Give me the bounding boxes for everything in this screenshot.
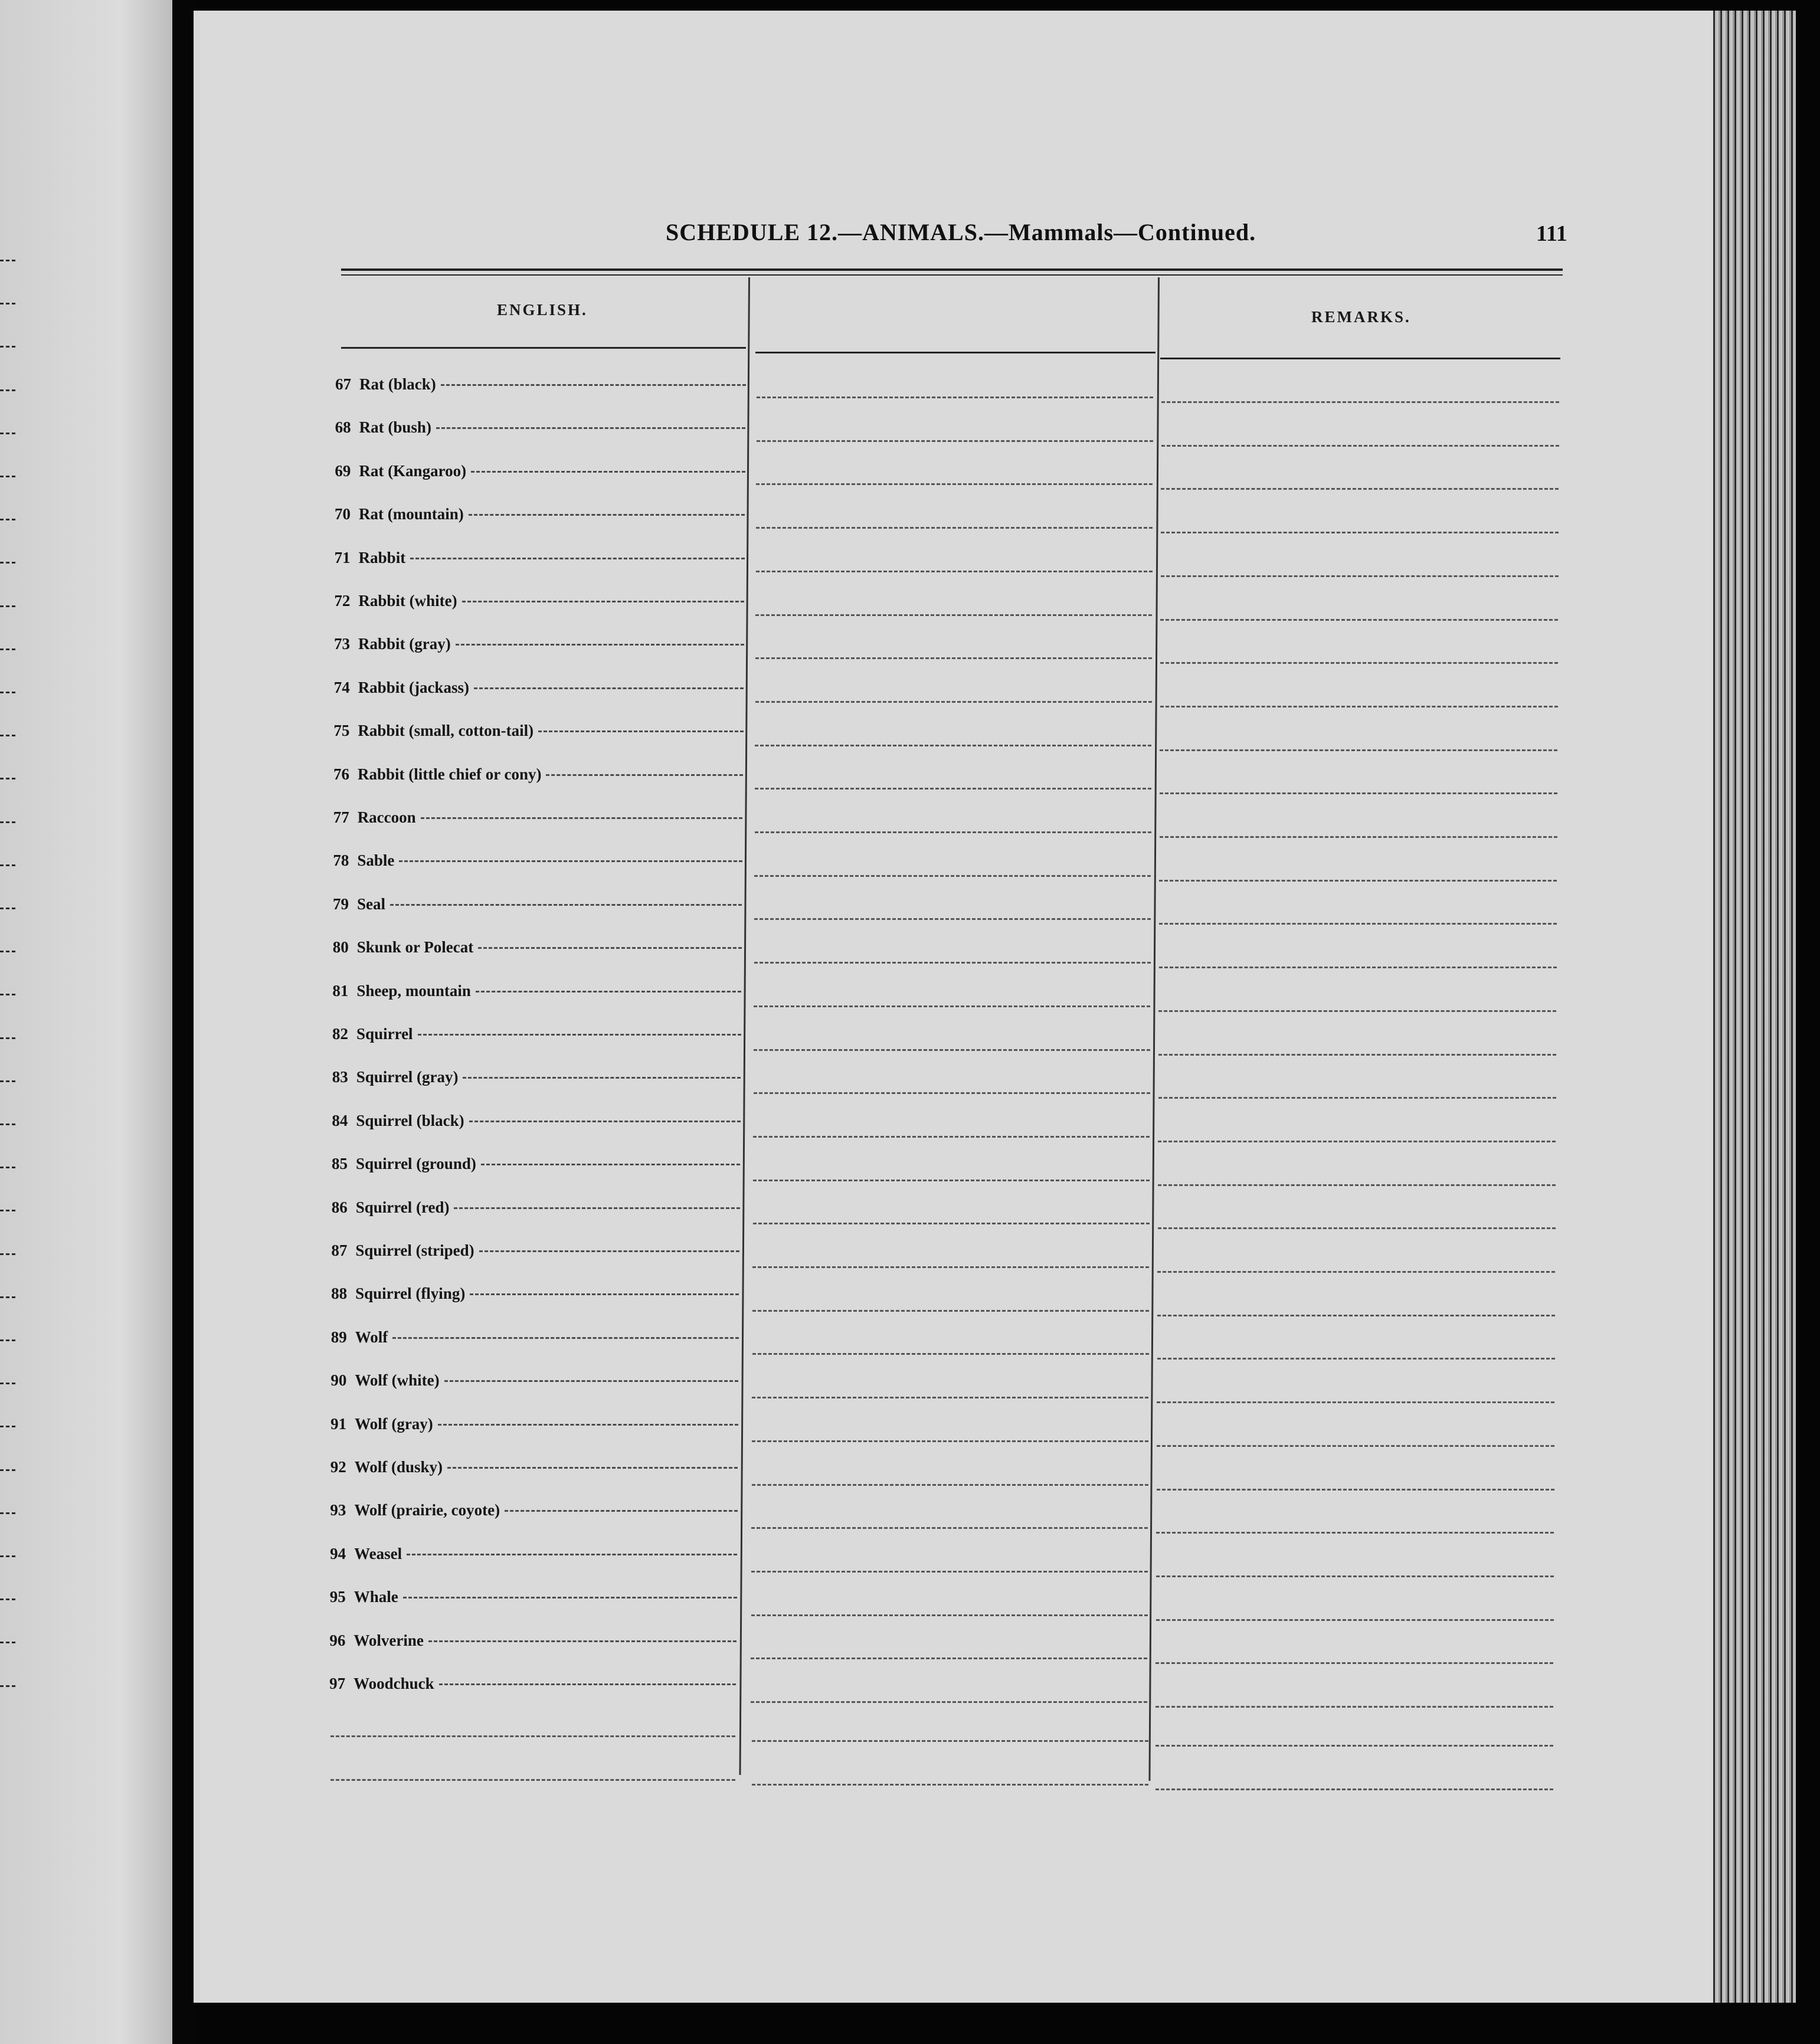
facing-page-tick — [0, 433, 15, 434]
entry-number: 90 — [330, 1371, 347, 1390]
middle-column-rule — [753, 1136, 1150, 1138]
middle-column-rule — [756, 571, 1153, 572]
remarks-heading-underline — [1160, 358, 1560, 359]
blank-remarks-rule — [1155, 1788, 1553, 1790]
leader-dots — [463, 1077, 741, 1079]
facing-page-tick — [0, 1555, 15, 1557]
blank-english-rule — [330, 1735, 735, 1737]
table-row — [332, 1025, 741, 1043]
english-heading-underline — [341, 347, 746, 349]
table-row — [329, 1632, 736, 1650]
remarks-column-rule — [1156, 1532, 1554, 1534]
entry-name: Rat (bush) — [359, 418, 431, 437]
remarks-column-rule — [1156, 1575, 1554, 1577]
entry-name: Squirrel — [356, 1025, 413, 1043]
remarks-column-rule — [1159, 923, 1557, 925]
remarks-column-rule — [1160, 619, 1558, 621]
leader-dots — [403, 1597, 737, 1598]
table-row — [330, 1458, 738, 1476]
entry-number: 85 — [332, 1155, 348, 1173]
entry-name: Wolf — [355, 1328, 388, 1346]
table-row — [332, 1198, 740, 1217]
entry-number: 91 — [330, 1414, 347, 1433]
facing-page-tick — [0, 346, 15, 348]
remarks-column-rule — [1160, 749, 1557, 751]
entry-number: 71 — [334, 548, 351, 566]
middle-column-rule — [756, 527, 1153, 529]
facing-page-tick — [0, 1253, 15, 1255]
entry-name: Squirrel (ground) — [356, 1155, 476, 1173]
remarks-column-rule — [1158, 1010, 1556, 1012]
entry-name: Wolf (white) — [355, 1371, 440, 1390]
facing-page-tick — [0, 951, 15, 952]
entry-name: Sable — [357, 851, 395, 870]
table-row — [331, 1242, 739, 1260]
entry-name: Squirrel (flying) — [355, 1285, 466, 1303]
entry-number: 78 — [333, 851, 349, 870]
book-gutter — [172, 0, 194, 2044]
table-row — [335, 505, 745, 523]
leader-dots — [478, 947, 742, 949]
remarks-column-rule — [1157, 1315, 1555, 1316]
table-row — [331, 1285, 739, 1303]
entry-number: 72 — [334, 592, 351, 610]
table-row — [330, 1545, 737, 1563]
table-row — [330, 1588, 737, 1606]
table-row — [331, 1328, 739, 1347]
middle-column-rule — [755, 701, 1152, 703]
remarks-column-rule — [1156, 1619, 1554, 1621]
facing-page-tick — [0, 562, 15, 564]
remarks-column-rule — [1158, 1227, 1556, 1229]
facing-page-tick — [0, 1080, 15, 1082]
facing-page-tick — [0, 1383, 15, 1384]
table-row — [333, 851, 742, 870]
page-stack-edge — [1713, 11, 1796, 2003]
remarks-column-rule — [1155, 1662, 1553, 1664]
table-row — [332, 1068, 741, 1086]
entry-number: 67 — [335, 375, 351, 393]
facing-page-tick — [0, 303, 15, 304]
entry-number: 79 — [333, 895, 349, 913]
remarks-column-rule — [1161, 532, 1559, 533]
entry-name: Weasel — [354, 1544, 402, 1563]
facing-page-tick — [0, 260, 15, 261]
entry-number: 74 — [333, 678, 350, 696]
leader-dots — [479, 1250, 739, 1252]
table-row — [329, 1675, 736, 1693]
entry-name: Sheep, mountain — [356, 981, 471, 1000]
blank-remarks-rule — [1155, 1745, 1553, 1747]
remarks-column-rule — [1157, 1358, 1555, 1360]
middle-column-rule — [752, 1484, 1148, 1486]
table-row — [334, 679, 744, 697]
facing-page-tick — [0, 1339, 15, 1341]
remarks-column-rule — [1160, 706, 1558, 707]
entry-number: 86 — [331, 1198, 348, 1216]
entry-name: Rabbit (white) — [358, 592, 457, 610]
middle-column-rule — [752, 1310, 1149, 1312]
middle-column-rule — [752, 1353, 1149, 1355]
entry-number: 75 — [333, 722, 350, 740]
middle-column-rule — [755, 788, 1151, 790]
entry-name: Rat (mountain) — [359, 505, 464, 523]
remarks-column-rule — [1160, 792, 1557, 794]
leader-dots — [390, 904, 742, 906]
middle-column-rule — [751, 1571, 1148, 1573]
table-row — [333, 722, 743, 740]
middle-column-rule — [754, 1005, 1150, 1007]
leader-dots — [481, 1164, 740, 1165]
remarks-column-rule — [1157, 1489, 1554, 1491]
entry-name: Squirrel (gray) — [356, 1068, 459, 1086]
middle-column-rule — [757, 397, 1153, 398]
entry-name: Seal — [357, 895, 386, 913]
facing-page-tick — [0, 1123, 15, 1125]
leader-dots — [505, 1510, 738, 1512]
middle-column-rule — [752, 1440, 1148, 1442]
facing-page-tick — [0, 1598, 15, 1600]
middle-column-rule — [751, 1614, 1148, 1616]
leader-dots — [410, 558, 745, 559]
middle-column-rule — [754, 1049, 1150, 1051]
remarks-column-rule — [1158, 1097, 1556, 1099]
facing-page-tick — [0, 476, 15, 477]
facing-page-tick — [0, 648, 15, 650]
leader-dots — [476, 991, 741, 992]
leader-dots — [399, 860, 742, 862]
middle-column-rule — [754, 875, 1151, 877]
table-row — [333, 765, 743, 784]
entry-name: Squirrel (black) — [356, 1111, 464, 1129]
table-row — [335, 549, 745, 567]
entry-name: Rat (black) — [359, 375, 436, 393]
facing-page-tick — [0, 1426, 15, 1427]
leader-dots — [462, 601, 745, 602]
entry-name: Skunk or Polecat — [356, 938, 474, 957]
leader-dots — [436, 427, 745, 429]
entry-number: 92 — [330, 1458, 346, 1476]
remarks-column-rule — [1158, 1054, 1556, 1056]
entry-number: 69 — [335, 461, 351, 480]
facing-page-tick — [0, 519, 15, 520]
entry-number: 84 — [332, 1111, 348, 1129]
entry-number: 76 — [333, 765, 350, 783]
leader-dots — [421, 817, 743, 819]
entry-name: Whale — [353, 1588, 398, 1606]
blank-english-rule — [330, 1779, 735, 1781]
entry-number: 97 — [329, 1675, 346, 1692]
table-row — [334, 635, 744, 653]
middle-column-rule — [755, 831, 1151, 833]
table-row — [330, 1501, 737, 1519]
leader-dots — [454, 1207, 739, 1209]
middle-column-rule — [753, 1180, 1150, 1181]
remarks-column-rule — [1159, 880, 1557, 882]
blank-middle-rule — [752, 1784, 1148, 1786]
entry-name: Rabbit (little chief or cony) — [358, 765, 542, 783]
facing-page-tick — [0, 1210, 15, 1211]
page-title: SCHEDULE 12.—ANIMALS.—Mammals—Continued. — [666, 219, 1256, 245]
middle-column-rule — [754, 1092, 1150, 1094]
table-row — [335, 462, 745, 480]
middle-column-rule — [754, 918, 1151, 920]
leader-dots — [469, 514, 745, 516]
entry-number: 73 — [334, 635, 351, 653]
remarks-column-rule — [1160, 836, 1557, 838]
entry-name: Raccoon — [357, 808, 416, 826]
leader-dots — [470, 1293, 739, 1295]
middle-column-rule — [751, 1658, 1147, 1659]
facing-page-tick — [0, 1469, 15, 1471]
entry-number: 96 — [329, 1631, 346, 1649]
leader-dots — [441, 384, 746, 386]
facing-page-tick — [0, 994, 15, 995]
leader-dots — [469, 1121, 741, 1122]
table-row — [332, 1112, 740, 1130]
entry-number: 87 — [331, 1242, 348, 1259]
remarks-column-rule — [1161, 575, 1559, 577]
remarks-column-rule — [1158, 1184, 1556, 1186]
middle-column-rule — [752, 1266, 1149, 1268]
facing-page-tick — [0, 735, 15, 736]
entry-number: 70 — [335, 505, 351, 523]
middle-column-rule — [757, 440, 1153, 442]
entry-number: 89 — [330, 1328, 347, 1346]
facing-page-tick — [0, 821, 15, 823]
entry-number: 68 — [335, 418, 351, 437]
table-row — [332, 1155, 740, 1173]
entry-name: Rabbit (gray) — [358, 635, 451, 653]
table-row — [330, 1371, 738, 1390]
remarks-column-rule — [1159, 967, 1557, 968]
remarks-column-rule — [1157, 1445, 1554, 1447]
facing-page-tick — [0, 1296, 15, 1298]
remarks-column-rule — [1157, 1271, 1555, 1273]
middle-column-rule — [755, 745, 1151, 746]
facing-page-tick — [0, 389, 15, 391]
facing-page-tick — [0, 692, 15, 693]
middle-column-rule — [756, 483, 1153, 485]
entry-number: 82 — [332, 1025, 349, 1043]
remarks-column-rule — [1155, 1706, 1553, 1708]
entry-number: 95 — [329, 1588, 346, 1606]
entry-name: Rabbit (jackass) — [358, 678, 469, 696]
page-number: 111 — [1536, 221, 1567, 246]
middle-column-rule — [751, 1527, 1148, 1529]
facing-page-tick — [0, 1037, 15, 1039]
leader-dots — [439, 1683, 736, 1685]
entry-name: Rabbit (small, cotton-tail) — [358, 722, 534, 740]
remarks-column-rule — [1161, 445, 1559, 447]
entry-number: 81 — [332, 981, 349, 1000]
entry-number: 77 — [333, 808, 349, 826]
leader-dots — [546, 774, 743, 776]
leader-dots — [538, 731, 744, 732]
entry-number: 93 — [330, 1501, 346, 1519]
middle-column-rule — [755, 614, 1152, 616]
header-rule-top — [341, 268, 1563, 271]
facing-page-tick — [0, 1512, 15, 1514]
facing-page-tick — [0, 1642, 15, 1643]
remarks-column-rule — [1160, 662, 1558, 664]
remarks-column-rule — [1161, 488, 1559, 490]
middle-heading-underline — [755, 352, 1155, 353]
leader-dots — [474, 687, 744, 689]
facing-page-tick — [0, 864, 15, 866]
remarks-column-rule — [1161, 401, 1559, 403]
header-rule-bottom — [341, 274, 1563, 276]
entry-number: 94 — [330, 1544, 346, 1563]
facing-page-tick — [0, 605, 15, 607]
leader-dots — [471, 471, 745, 473]
column-heading-english: ENGLISH. — [497, 301, 588, 319]
facing-page-tick — [0, 1167, 15, 1168]
table-row — [332, 982, 741, 1000]
table-row — [333, 938, 742, 957]
leader-dots — [447, 1467, 738, 1469]
entry-name: Rat (Kangaroo) — [359, 461, 467, 480]
entry-number: 83 — [332, 1068, 348, 1086]
entry-name: Wolf (dusky) — [354, 1458, 443, 1476]
entry-name: Squirrel (striped) — [355, 1242, 474, 1259]
entry-name: Wolverine — [353, 1631, 424, 1649]
leader-dots — [438, 1424, 738, 1426]
leader-dots — [418, 1034, 741, 1036]
facing-page-tick — [0, 778, 15, 779]
remarks-column-rule — [1158, 1141, 1556, 1142]
leader-dots — [456, 644, 744, 646]
middle-column-rule — [752, 1397, 1148, 1398]
leader-dots — [407, 1554, 737, 1555]
leader-dots — [392, 1337, 739, 1339]
table-row — [334, 592, 744, 610]
entry-name: Wolf (prairie, coyote) — [354, 1501, 500, 1519]
column-heading-remarks: REMARKS. — [1311, 308, 1411, 326]
leader-dots — [428, 1640, 736, 1642]
facing-page-tick — [0, 908, 15, 909]
table-row — [335, 375, 746, 394]
entry-name: Squirrel (red) — [355, 1198, 450, 1216]
facing-page-edge — [0, 0, 172, 2044]
remarks-column-rule — [1157, 1401, 1554, 1403]
entry-number: 88 — [331, 1285, 348, 1303]
entry-number: 80 — [332, 938, 349, 957]
leader-dots — [444, 1380, 739, 1382]
table-row — [333, 808, 743, 827]
facing-page-tick — [0, 1685, 15, 1687]
blank-middle-rule — [752, 1740, 1148, 1742]
table-row — [333, 895, 742, 913]
middle-column-rule — [754, 962, 1151, 964]
entry-name: Woodchuck — [353, 1675, 434, 1692]
middle-column-rule — [751, 1701, 1147, 1703]
table-row — [335, 418, 746, 437]
entry-name: Rabbit — [358, 548, 406, 566]
table-row — [330, 1415, 738, 1433]
middle-column-rule — [755, 657, 1152, 659]
entry-name: Wolf (gray) — [355, 1414, 433, 1433]
middle-column-rule — [753, 1223, 1150, 1224]
